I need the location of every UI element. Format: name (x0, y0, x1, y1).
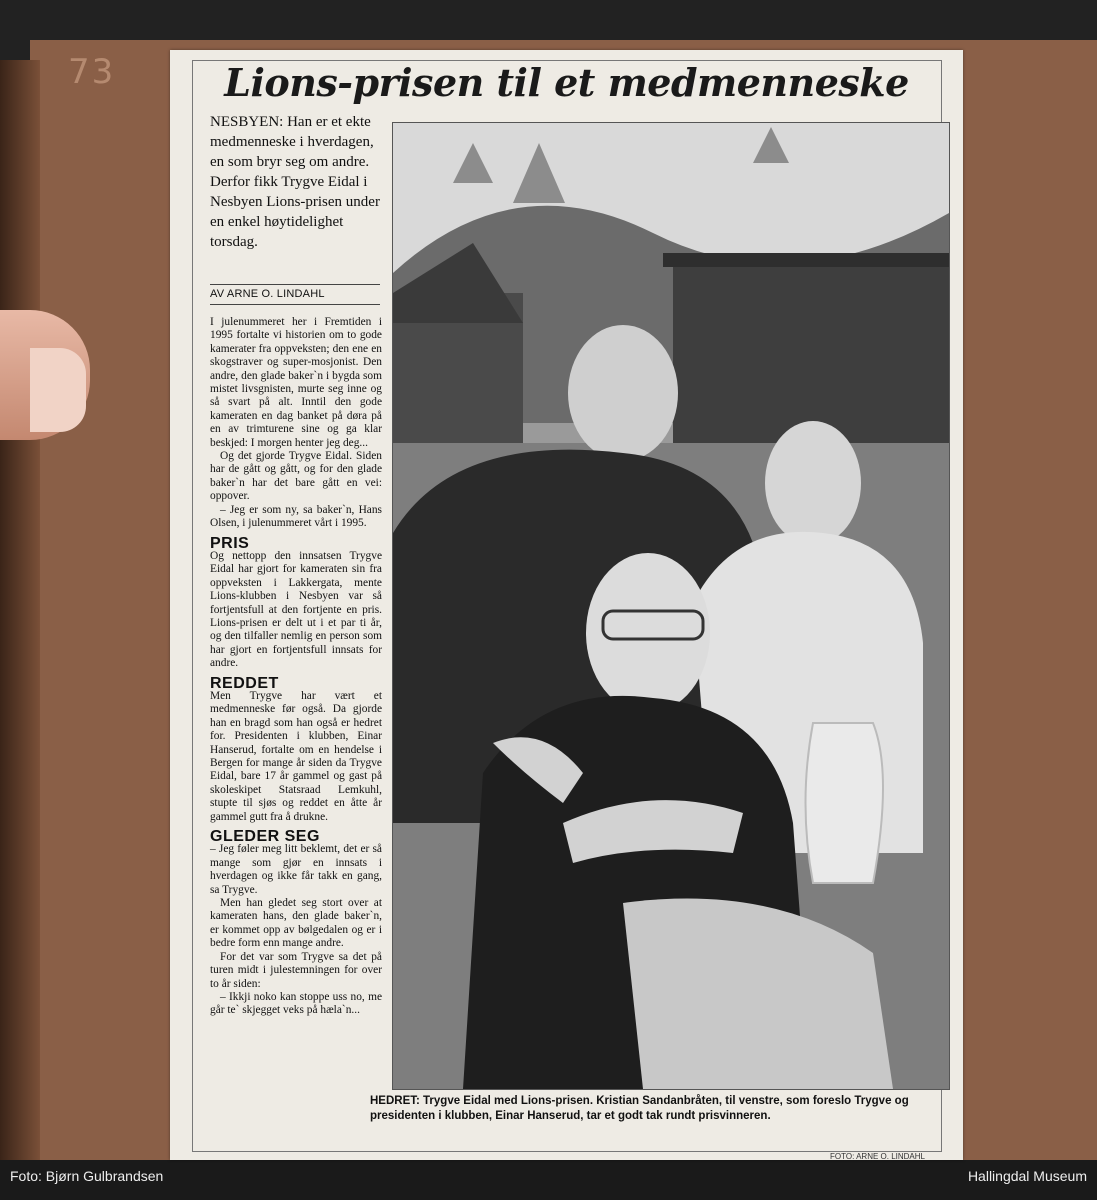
subhead: PRIS (210, 534, 250, 552)
thumbnail (30, 348, 86, 432)
paragraph: Men Trygve har vært et medmenneske før også. Da gjorde han en bragd som han også er hedret for. Presidenten i klubben, Einar Hanserud, fortalte om en hendelse i Bergen for mange år siden da Trygve Eidal, bare 17 år gammel og gast på skoleskipet Statsraad Lemkuhl, stupte til sjøs og reddet en åtte år gammel gutt fra å drukne. (210, 689, 382, 823)
headline: Lions-prisen til et medmenneske (224, 60, 909, 105)
paragraph: Men han gledet seg stort over at kameraten hans, den glade baker`n, er kommet opp av bølgedalen og er i bedre form enn mange andre. (210, 897, 382, 950)
paragraph: For det var som Trygve sa det på turen midt i julestemningen for over to år siden: (210, 950, 382, 990)
photographer-credit: Foto: Bjørn Gulbrandsen (10, 1168, 164, 1184)
subhead: GLEDER SEG (210, 828, 320, 846)
album-page-edges (0, 60, 40, 1160)
photo-caption: HEDRET: Trygve Eidal med Lions-prisen. Kristian Sandanbråten, til venstre, som foreslo Trygve og presidenten i klubben, Einar Hanserud, tar et godt tak rundt prisvinneren. (370, 1095, 909, 1122)
paragraph: – Jeg er som ny, sa baker`n, Hans Olsen, i julenummeret vårt i 1995. (210, 503, 382, 530)
divider (210, 304, 380, 305)
ingress: NESBYEN: Han er et ekte medmenneske i hverdagen, en som bryr seg om andre. Derfor fikk Trygve Eidal i Nesbyen Lions-prisen under en enkel høytidelighet torsdag. (210, 114, 380, 250)
paragraph: I julenummeret her i Fremtiden i 1995 fortalte vi historien om to gode kamerater fra oppveksten; den ene en skogstraver og super-mosjonist. Den andre, den glade baker`n i bygda som mistet livsgnisten, murte seg inne og så svart på alt. Inntil den gode kameraten en dag banket på døra på en av trimturene sine og ga klar beskjed: I morgen henter jeg deg... (210, 316, 382, 449)
article-body (210, 316, 382, 1018)
paragraph: – Ikkji noko kan stoppe uss no, me går te` skjegget veks på hæla`n... (210, 990, 382, 1017)
paragraph: – Jeg føler meg litt beklemt, det er så mange som gjør en innsats i hverdagen og ikke får takk en gang, sa Trygve. (210, 843, 382, 896)
newspaper-clipping (170, 50, 963, 1160)
photo-credit: FOTO: ARNE O. LINDAHL (830, 1152, 925, 1161)
subhead: REDDET (210, 674, 279, 692)
handwritten-page-number: 73 (68, 52, 116, 92)
photo-illustration (393, 123, 949, 1089)
paragraph: Og det gjorde Trygve Eidal. Siden har de gått og gått, og for den glade baker`n har det bare gått en vei: oppover. (210, 450, 382, 503)
divider (210, 284, 380, 285)
paragraph: Og nettopp den innsatsen Trygve Eidal har gjort for kameraten sin fra oppveksten i Lakkergata, mente Lions-klubben i Nesbyen var så fortjentsfull at den fortjente en pris. Lions-prisen er delt ut i et par ti år, og den tilfaller nemlig en person som har gjort en fortjentsfull innsats for andre. (210, 549, 382, 670)
byline: AV ARNE O. LINDAHL (210, 288, 325, 300)
museum-credit: Hallingdal Museum (967, 1168, 1087, 1184)
press-photo (392, 122, 950, 1090)
